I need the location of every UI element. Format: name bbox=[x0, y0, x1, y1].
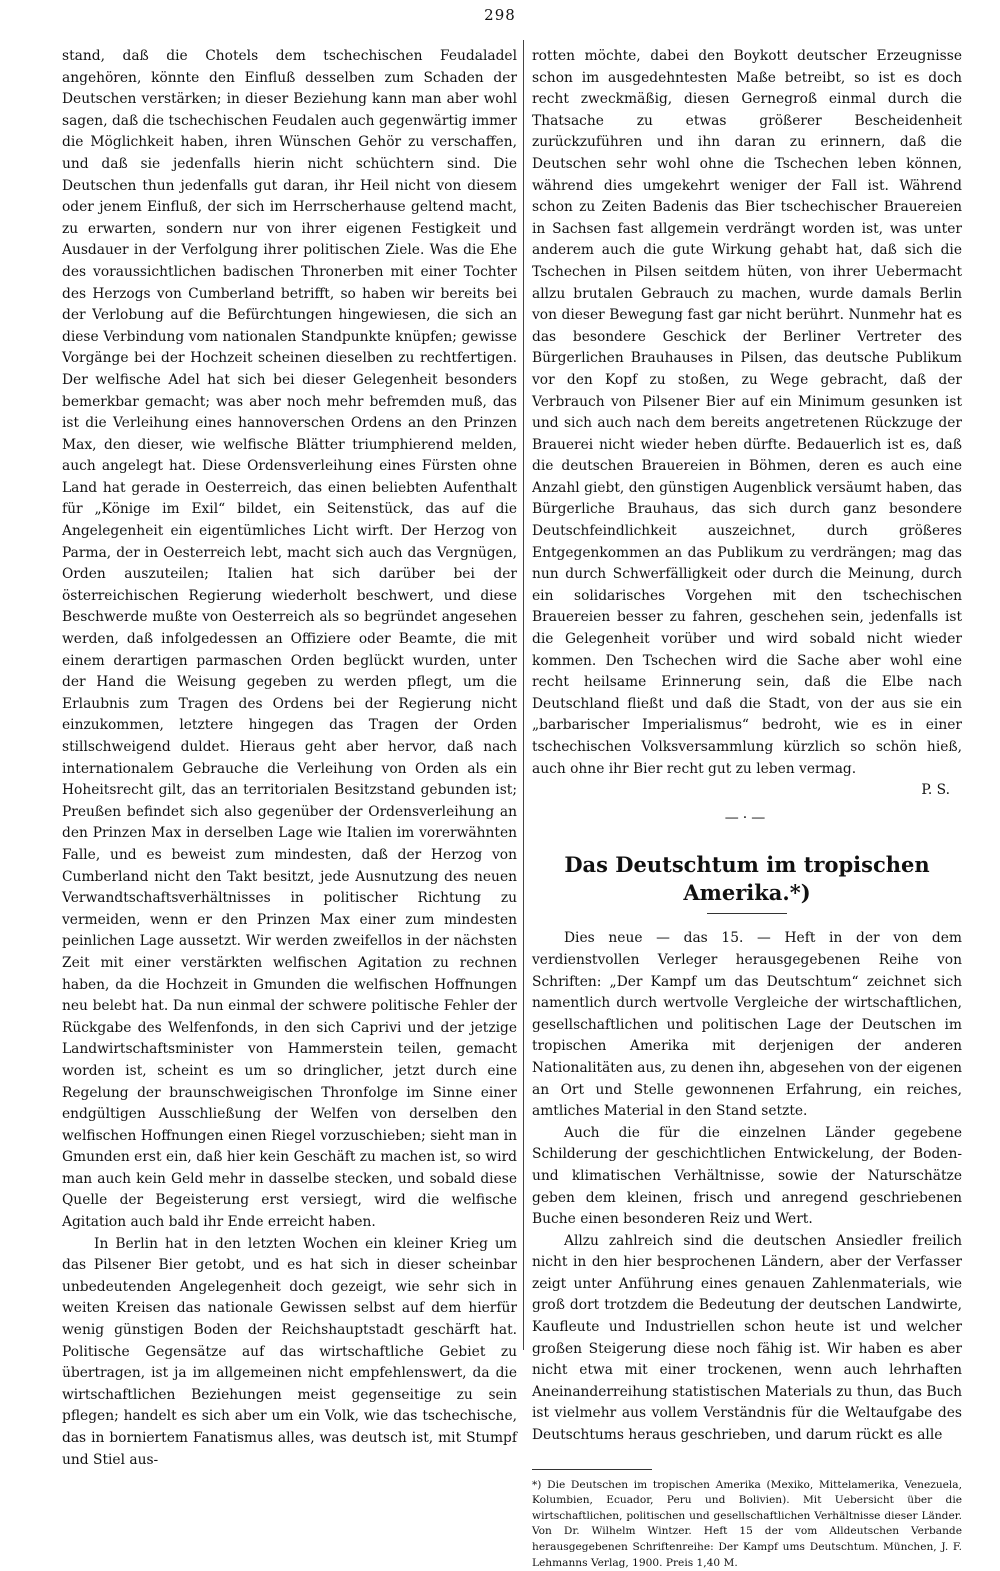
left-paragraph-1: stand, daß die Chotels dem tschechischen Feudaladel angehören, könnte den Einfluß desselben zum Schaden der Deutschen verstärken; in dieser Beziehung kann man aber wohl sagen, daß die tschechischen Feudalen auch gegenwärtig immer die Möglichkeit haben, ihren Wünschen Gehör zu verschaffen, und daß sie jedenfalls hierin nicht schüchtern sind. Die Deutschen thun jedenfalls gut daran, ihr Heil nicht von diesem oder jenem Einfluß, der sich im Herrscherhause geltend macht, zu erwarten, sondern nur von ihrer eigenen Festigkeit und Ausdauer in der Verfolgung ihrer politischen Ziele. Was die Ehe des voraussichtlichen badischen Thronerben mit einer Tochter des Herzogs von Cumberland betrifft, so haben wir bereits bei der Verlobung auf die Befürchtungen hingewiesen, die sich an diese Verbindung vom nationalen Standpunkte knüpfen; gewisse Vorgänge bei der Hochzeit scheinen dieselben zu rechtfertigen. Der welfische Adel hat sich bei dieser Gelegenheit besonders bemerkbar gemacht; was aber noch mehr befremden muß, das ist die Verleihung eines hannoverschen Ordens an den Prinzen Max, den dieser, wie welfische Blätter triumphierend melden, auch angelegt hat. Diese Ordensverleihung eines Fürsten ohne Land hat gerade in Oesterreich, das einen beliebten Aufenthalt für „Könige im Exil“ bildet, ein Seitenstück, das auf die Angelegenheit ein eigentümliches Licht wirft. Der Herzog von Parma, der in Oesterreich lebt, macht sich auch das Vergnügen, Orden auszuteilen; Italien hat sich darüber bei der österreichischen Regierung wiederholt beschwert, und diese Beschwerde mußte von Oesterreich als so begründet angesehen werden, daß infolgedessen an Offiziere oder Beamte, die mit einem derartigen parmaschen Orden beglückt wurden, unter der Hand die Weisung gegeben zu werden pflegt, um die Erlaubnis zum Tragen des Ordens bei der Regierung nicht einzukommen, letztere hingegen das Tragen der Orden stillschweigend duldet. Hieraus geht aber hervor, daß nach internationalem Gebrauche die Verleihung von Orden als ein Hoheitsrecht gilt, das an territorialen Besitzstand gebunden ist; Preußen befindet sich also gegenüber der Ordensverleihung an den Prinzen Max in derselben Lage wie Italien im vorerwähnten Falle, und es beweist zum mindesten, daß der Herzog von Cumberland nicht den Takt besitzt, jede Ausnutzung des neuen Verwandtschaftsverhältnisses in politischer Richtung zu vermeiden, wenn er den Prinzen Max einer zum mindesten peinlichen Lage aussetzt. Wir werden zweifellos in der nächsten Zeit mit einer verstärkten welfischen Agitation zu rechnen haben, da die Hochzeit in Gmunden die welfischen Hoffnungen neu belebt hat. Da nun einmal der schwere politische Fehler der Rückgabe des Welfenfonds, in den sich Caprivi und der jetzige Landwirtschaftsminister von Hammerstein teilen, gemacht worden ist, scheint es um so dringlicher, jetzt durch eine Regelung der braunschweigischen Thronfolge im Sinne einer endgültigen Ausschließung der Welfen von derselben den welfischen Hoffnungen einen Riegel vorzuschieben; sieht man in Gmunden erst ein, daß hier kein Geschäft zu machen ist, so wird man auch kein Geld mehr in dasselbe stecken, und sobald diese Quelle der Begeisterung erst versiegt, wird die welfische Agitation auch bald ihr Ende erreicht haben. bbox=[62, 48, 517, 1231]
section-ornament: —·— bbox=[724, 809, 770, 826]
article-paragraph-3: Allzu zahlreich sind die deutschen Ansiedler freilich nicht in den hier besprochenen Ländern, aber der Verfasser zeigt unter Anführung eines genauen Zahlenmaterials, wie groß dort trotzdem die Bedeutung der deutschen Landwirte, Kaufleute und Industriellen schon heute ist und welcher großen Steigerung diese noch fähig ist. Wir haben es aber nicht etwa mit einer trockenen, wenn auch lehrhaften Aneinanderreihung statistischen Materials zu thun, das Buch ist vielmehr aus vollem Verständnis für die Weltaufgabe des Deutschtums heraus geschrieben, und darum rückt es alle bbox=[532, 1232, 962, 1444]
article-paragraph-1: Dies neue — das 15. — Heft in der von dem verdienstvollen Verleger herausgegebenen Reihe von Schriften: „Der Kampf um das Deutschtum“ zeichnet sich namentlich durch wertvolle Vergleiche der wirtschaftlichen, gesellschaftlichen und politischen Lage der Deutschen im tropischen Amerika mit derjenigen der anderen Nationalitäten aus, zu denen ihn, abgesehen von der eigenen an Ort und Stelle gewonnenen Erfahrung, ein reiches, amtliches Material in den Stand setzte. bbox=[532, 930, 962, 1120]
right-column bbox=[532, 46, 962, 1571]
footnote: *) Die Deutschen im tropischen Amerika (Mexiko, Mittelamerika, Venezuela, Kolumbien, Ecuador, Peru und Bolivien). Mit Uebersicht über die wirtschaftlichen, politischen und gesellschaftlichen Verhältnisse dieser Länder. Von Dr. Wilhelm Wintzer. Heft 15 der vom Alldeutschen Verbande herausgegebenen Schriftenreihe: Der Kampf ums Deutschtum. München, J. F. Lehmanns Verlag, 1900. Preis 1,40 M. bbox=[532, 1478, 962, 1569]
article-title: Das Deutschtum im tropischen Amerika.*) bbox=[564, 852, 930, 906]
article-paragraph-2: Auch die für die einzelnen Länder gegebene Schilderung der geschichtlichen Entwickelung, der Boden- und klimatischen Verhältnisse, sowie der Naturschätze geben dem kleinen, frisch und anregend geschriebenen Buche einen besonderen Reiz und Wert. bbox=[532, 1124, 962, 1228]
column-divider bbox=[523, 40, 524, 1350]
right-paragraph-1: rotten möchte, dabei den Boykott deutscher Erzeugnisse schon im ausgedehntesten Maße betreibt, so ist es doch recht zweckmäßig, diesen Gernegroß einmal durch die Thatsache zu etwas größerer Bescheidenheit zurückzuführen und ihn daran zu erinnern, daß die Deutschen sehr wohl ohne die Tschechen leben können, während dies umgekehrt weniger der Fall ist. Während schon zu Zeiten Badenis das Bier tschechischer Brauereien in Sachsen fast allgemein verdrängt worden ist, was unter anderem auch die gute Wirkung gehabt hat, daß sich die Tschechen in Pilsen seitdem hüten, von ihrer Uebermacht allzu brutalen Gebrauch zu machen, wurde damals Berlin von dieser Bewegung fast gar nicht berührt. Nunmehr hat es das besondere Geschick der Berliner Vertreter des Bürgerlichen Brauhauses in Pilsen, das deutsche Publikum vor den Kopf zu stoßen, zu Wege gebracht, daß der Verbrauch von Pilsener Bier auf ein Minimum gesunken ist und sich auch nach dem bereits angetretenen Rückzuge der Brauerei nicht wieder heben dürfte. Bedauerlich ist es, daß die deutschen Brauereien in Böhmen, deren es auch eine Anzahl giebt, den günstigen Augenblick versäumt haben, das Bürgerliche Brauhaus, das sich durch ganz besondere Deutschfeindlichkeit auszeichnet, durch größeres Entgegenkommen an das Publikum zu verdrängen; mag das nun durch Schwerfälligkeit oder durch die Meinung, durch ein solidarisches Vorgehen mit den tschechischen Brauereien besser zu fahren, geschehen sein, jedenfalls ist die Gelegenheit vorüber und wird sobald nicht wieder kommen. Den Tschechen wird die Sache aber wohl eine recht heilsame Erinnerung sein, daß die Elbe nach Deutschland fließt und daß die Stadt, von der aus sie ein „barbarischer Imperialismus“ bedroht, wie es in einer tschechischen Volksversammlung kürzlich so schön hieß, auch ohne ihr Bier recht gut zu leben vermag. bbox=[532, 48, 962, 777]
author-signature: P. S. bbox=[921, 782, 950, 799]
page-number: 298 bbox=[484, 6, 516, 24]
left-column bbox=[62, 46, 517, 1471]
title-underline bbox=[707, 913, 787, 914]
footnote-divider bbox=[532, 1469, 652, 1470]
left-paragraph-2: In Berlin hat in den letzten Wochen ein kleiner Krieg um das Pilsener Bier getobt, und es hat sich in dieser scheinbar unbedeutenden Angelegenheit doch gezeigt, wie sehr sich in weiten Kreisen das nationale Gewissen selbst auf dem hierfür wenig günstigen Boden der Reichshauptstadt geschärft hat. Politische Gegensätze auf das wirtschaftliche Gebiet zu übertragen, ist ja im allgemeinen nicht empfehlenswert, da die wirtschaftlichen Beziehungen meist gegenseitige zu sein pflegen; handelt es sich aber um ein Volk, wie das tschechische, das in borniertem Fanatismus alles, was deutsch ist, mit Stumpf und Stiel aus- bbox=[62, 1235, 517, 1468]
